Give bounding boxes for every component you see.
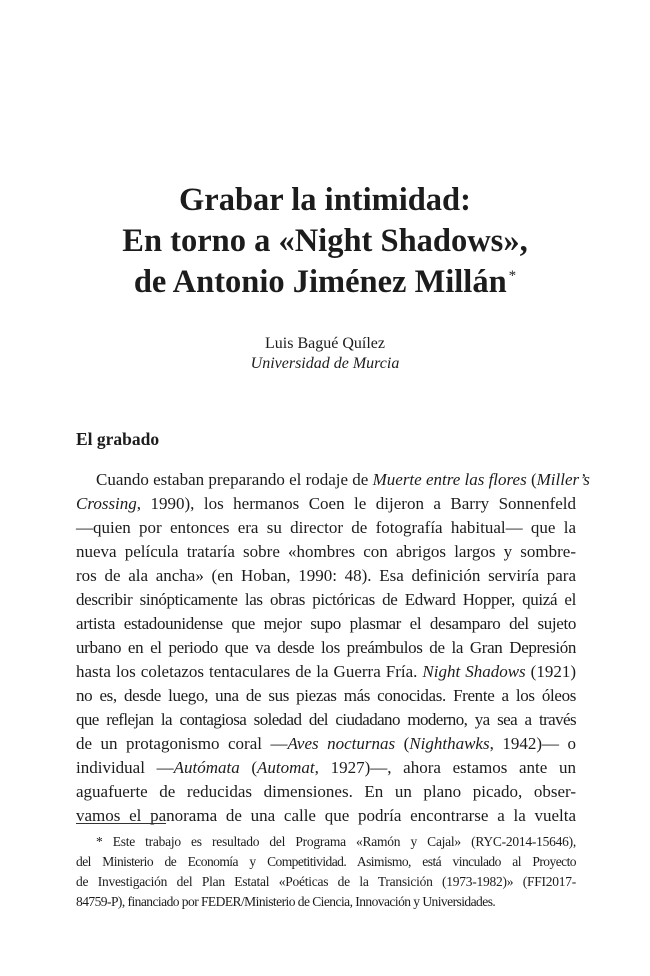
footnote — [76, 832, 576, 912]
text-run: urbano en el periodo que va desde los preámbulos de la Gran Depresión — [76, 638, 576, 657]
italic-title: Night Shadows — [422, 662, 526, 681]
text-run: , 1990), los hermanos Coen le dijeron a Barry Sonnenfeld — [136, 494, 576, 513]
body-line — [76, 540, 576, 564]
footnote-separator — [76, 823, 166, 824]
italic-title: Aves nocturnas — [287, 734, 396, 753]
body-line — [76, 588, 576, 612]
body-line — [76, 804, 576, 828]
title-line-3 — [0, 262, 650, 303]
title-line-2: En torno a «Night Shadows», — [122, 223, 528, 259]
body-line — [76, 564, 576, 588]
footnote-line: del Ministerio de Economía y Competitividad. Asimismo, está vinculado al Proyecto — [76, 854, 576, 869]
author-name: Luis Bagué Quílez — [265, 335, 385, 352]
body-line — [76, 756, 576, 780]
text-run: , 1927)—, ahora estamos ante un — [314, 758, 576, 777]
text-run: aguafuerte de reducidas dimensiones. En un plano picado, obser- — [76, 782, 576, 801]
italic-title: Miller’s — [536, 470, 590, 489]
text-run: Cuando estaban preparando el rodaje de — [96, 470, 373, 489]
body-paragraph — [76, 468, 590, 828]
body-line — [76, 468, 590, 492]
italic-title: Muerte entre las flores — [372, 470, 527, 489]
body-line — [76, 684, 576, 708]
text-run: nueva película trataría sobre «hombres con abrigos largos y sombre- — [76, 542, 576, 561]
section-heading: El grabado — [76, 429, 160, 449]
italic-title: Autómata — [173, 758, 240, 777]
title-line-3-text: de Antonio Jiménez Millán — [133, 264, 507, 300]
text-run: ros de ala ancha» (en Hoban, 1990: 48). Esa definición serviría para — [76, 566, 576, 585]
footnote-line: de Investigación del Plan Estatal «Poéticas de la Transición (1973-1982)» (FFI2017- — [76, 874, 576, 889]
body-line — [76, 516, 576, 540]
text-run: ( — [239, 758, 258, 777]
title-line-1: Grabar la intimidad: — [179, 182, 471, 218]
footnote-line: * Este trabajo es resultado del Programa «Ramón y Cajal» (RYC-2014-15646), — [96, 834, 576, 849]
text-run: no es, desde luego, una de sus piezas más conocidas. Frente a los óleos — [76, 686, 576, 705]
text-run: vamos el panorama de una calle que podría encontrarse a la vuelta — [76, 806, 576, 825]
article-title — [0, 180, 650, 303]
body-line — [76, 708, 576, 732]
body-line — [76, 492, 576, 516]
text-run: ( — [395, 734, 410, 753]
body-line — [76, 612, 576, 636]
text-run: que reflejan la contagiosa soledad del ciudadano moderno, ya sea a través — [76, 710, 576, 729]
text-run: artista estadounidense que mejor supo plasmar el desamparo del sujeto — [76, 614, 576, 633]
text-run: de un protagonismo coral — — [76, 734, 288, 753]
italic-title: Nighthawks — [409, 734, 490, 753]
text-run: describir sinópticamente las obras pictóricas de Edward Hopper, quizá el — [76, 590, 576, 609]
italic-title: Crossing — [76, 494, 137, 513]
body-line — [76, 660, 576, 684]
text-run: —quien por entonces era su director de fotografía habitual— que la — [76, 518, 576, 537]
text-run: hasta los coletazos tentaculares de la Guerra Fría. — [76, 662, 423, 681]
body-line — [76, 780, 576, 804]
text-run: ( — [526, 470, 537, 489]
body-line — [76, 732, 576, 756]
text-run: individual — — [76, 758, 174, 777]
text-run: (1921) — [525, 662, 576, 681]
author-affiliation: Universidad de Murcia — [250, 355, 400, 372]
footnote-line: 84759-P), financiado por FEDER/Ministerio de Ciencia, Innovación y Universidades. — [76, 894, 496, 909]
title-footnote-marker: * — [508, 268, 517, 285]
text-run: , 1942)— o — [489, 734, 576, 753]
body-line — [76, 636, 576, 660]
italic-title: Automat — [257, 758, 315, 777]
